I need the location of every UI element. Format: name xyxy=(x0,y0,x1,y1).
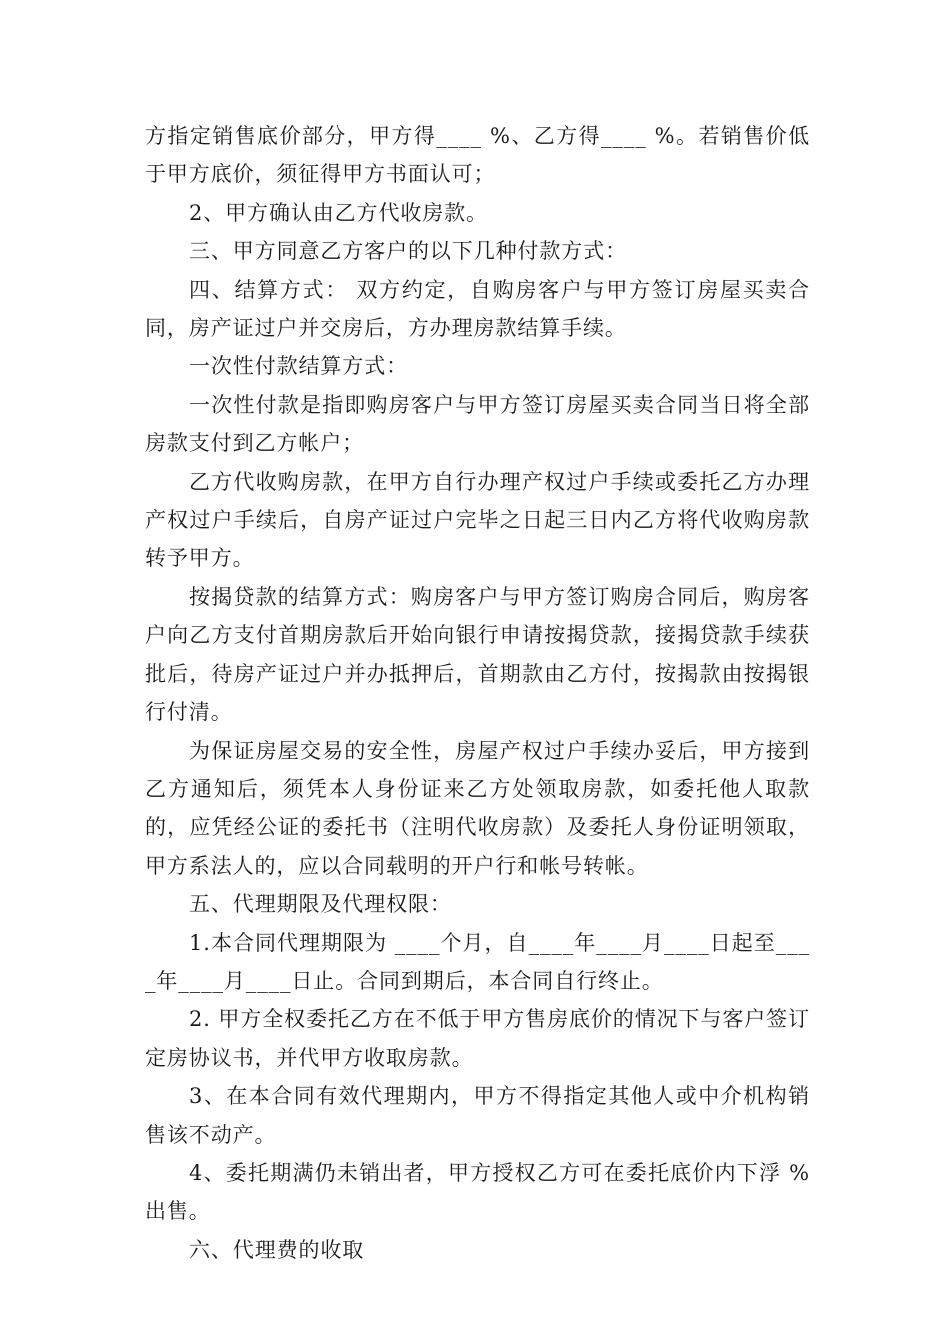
paragraph-collection: 乙方代收购房款，在甲方自行办理产权过户手续或委托乙方办理产权过户手续后，自房产证过户完毕之日起三日内乙方将代收购房款转予甲方。 xyxy=(145,469,810,571)
section-4-heading: 四、结算方式： 双方约定，自购房客户与甲方签订房屋买卖合同，房产证过户并交房后，方办理房款结算手续。 xyxy=(145,277,810,341)
paragraph-2: 2、甲方确认由乙方代收房款。 xyxy=(189,200,488,225)
section-6-heading: 六、代理费的收取 xyxy=(189,1237,365,1262)
section-3-heading: 三、甲方同意乙方客户的以下几种付款方式： xyxy=(189,239,627,264)
paragraph-mortgage: 按揭贷款的结算方式：购房客户与甲方签订购房合同后，购房客户向乙方支付首期房款后开始向银行申请按揭贷款，接揭贷款手续获批后，待房产证过户并办抵押后，首期款由乙方付，按揭款由按揭银行付清。 xyxy=(145,584,810,725)
paragraph-1: 方指定销售底价部分，甲方得____ %、乙方得____ %。若销售价低于甲方底价，须征得甲方书面认可； xyxy=(145,124,810,187)
paragraph-term: 1.本合同代理期限为 ____个月，自____年____月____日起至____年____月____日止。合同到期后，本合同自行终止。 xyxy=(145,930,810,993)
paragraph-security: 为保证房屋交易的安全性，房屋产权过户手续办妥后，甲方接到乙方通知后，须凭本人身份证来乙方处领取房款，如委托他人取款的，应凭经公证的委托书（注明代收房款）及委托人身份证明领取，甲方系法人的，应以合同载明的开户行和帐号转帐。 xyxy=(145,738,810,878)
paragraph-exclusive: 3、在本合同有效代理期内，甲方不得指定其他人或中介机构销售该不动产。 xyxy=(145,1084,810,1147)
document-body xyxy=(145,117,810,1269)
paragraph-expiry: 4、委托期满仍未销出者，甲方授权乙方可在委托底价内下浮 %出售。 xyxy=(145,1160,810,1224)
paragraph-lump-sum: 一次性付款是指即购房客户与甲方签订房屋买卖合同当日将全部房款支付到乙方帐户； xyxy=(145,392,810,456)
section-5-heading: 五、代理期限及代理权限： xyxy=(189,892,452,917)
paragraph-lump-sum-title: 一次性付款结算方式： xyxy=(189,354,408,379)
paragraph-authority: 2. 甲方全权委托乙方在不低于甲方售房底价的情况下与客户签订定房协议书，并代甲方收取房款。 xyxy=(145,1007,810,1070)
